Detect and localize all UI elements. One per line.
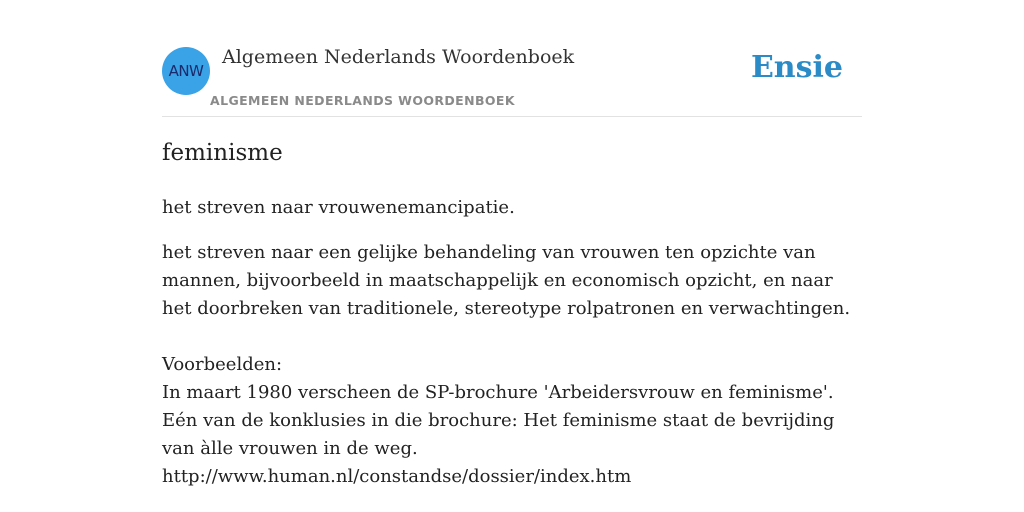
header xyxy=(162,0,862,117)
anw-logo[interactable]: ANW xyxy=(162,47,210,95)
site-subtitle: ALGEMEEN NEDERLANDS WOORDENBOEK xyxy=(210,93,515,108)
entry-term: feminisme xyxy=(162,140,283,166)
ensie-brand-logo[interactable]: Ensie xyxy=(750,50,843,85)
example-text: In maart 1980 verscheen de SP-brochure 'Arbeidersvrouw en feminisme'. Eén van de konklusies in die brochure: Het feminisme staat de bevrijding van àlle vrouwen in de weg. xyxy=(162,382,835,459)
short-definition: het streven naar vrouwenemancipatie. xyxy=(162,197,515,218)
entry-card xyxy=(162,0,862,487)
site-title[interactable]: Algemeen Nederlands Woordenboek xyxy=(222,46,575,68)
long-definition-block xyxy=(162,239,862,491)
source-url: http://www.human.nl/constandse/dossier/index.htm xyxy=(162,466,632,487)
spacer xyxy=(162,323,862,351)
long-definition: het streven naar een gelijke behandeling van vrouwen ten opzichte van mannen, bijvoorbeeld in maatschappelijk en economisch opzicht, en naar het doorbreken van traditionele, stereotype rolpatronen en verwachtingen. xyxy=(162,242,851,319)
examples-label: Voorbeelden: xyxy=(162,354,283,375)
